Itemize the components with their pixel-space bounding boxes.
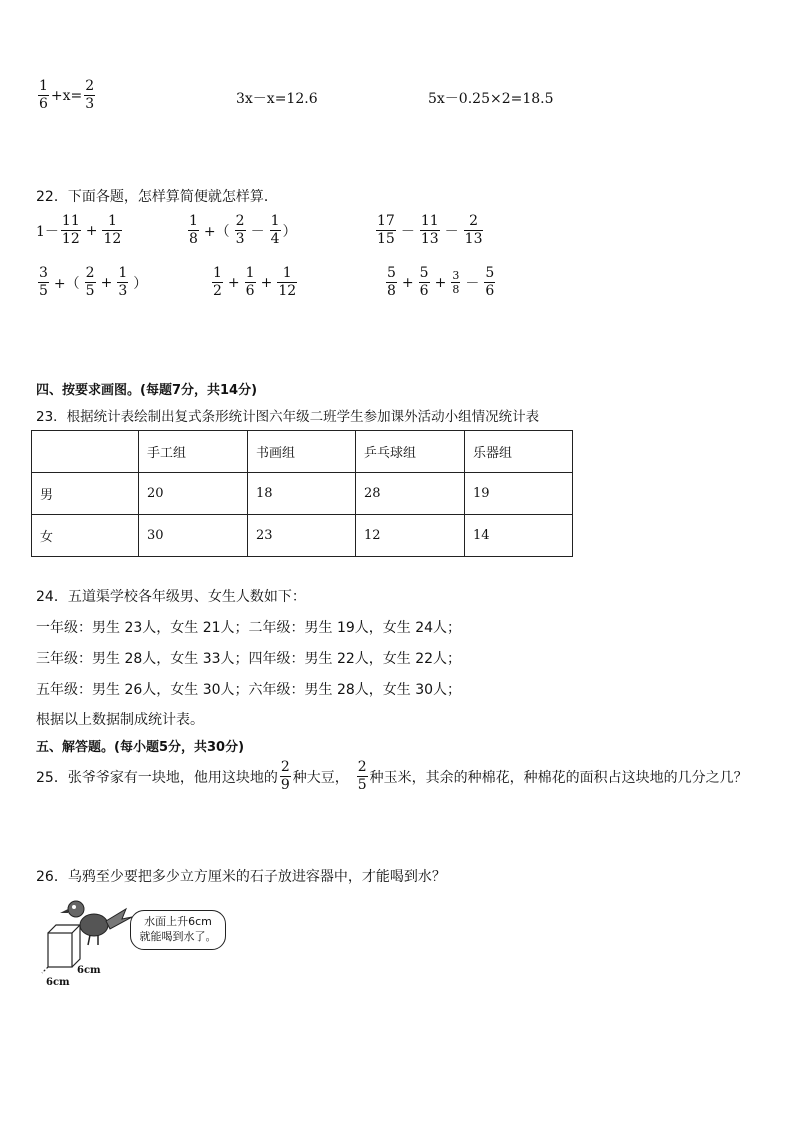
fraction: $\frac{1}{8}$ <box>189 213 198 247</box>
table-header-row <box>32 431 573 473</box>
fraction: $\frac{3}{5}$ <box>39 265 48 299</box>
cube-container <box>42 925 80 973</box>
question-26-title: 26．乌鸦至少要把多少立方厘米的石子放进容器中，才能喝到水？ <box>36 869 446 885</box>
grade-data-line: 五年级：男生 26人，女生 30人；六年级：男生 28人，女生 30人； <box>36 682 462 698</box>
fraction: $\frac{2}{13}$ <box>464 213 483 247</box>
operator: +（ <box>53 275 80 292</box>
speech-text: 就能喝到水了。 <box>139 930 217 943</box>
operator: － <box>465 275 480 292</box>
operator: + <box>260 274 273 291</box>
table-row <box>32 473 573 515</box>
operator: + <box>227 274 240 291</box>
equation-text: +x= <box>50 87 83 104</box>
table-cell: 18 <box>248 473 356 515</box>
question-24-title: 24．五道渠学校各年级男、女生人数如下： <box>36 589 306 605</box>
table-cell: 19 <box>465 473 573 515</box>
fraction: $\frac{5}{6}$ <box>419 265 429 299</box>
table-header-cell: 乒乓球组 <box>356 431 465 473</box>
expression-22-4 <box>36 265 150 300</box>
table-header-cell: 书画组 <box>248 431 356 473</box>
question-23-title: 23．根据统计表绘制出复式条形统计图六年级二班学生参加课外活动小组情况统计表 <box>36 409 540 425</box>
fraction: $\frac{1}{6}$ <box>245 265 255 299</box>
expression-22-5 <box>210 265 299 300</box>
expression-text: 1－ <box>36 223 59 240</box>
question-22-title: 22．下面各题，怎样算简便就怎样算． <box>36 189 278 205</box>
grade-data-line: 一年级：男生 23人，女生 21人；二年级：男生 19人，女生 24人； <box>36 620 462 636</box>
fraction: $\frac{11}{12}$ <box>61 213 80 247</box>
fraction: $\frac{2}{5}$ <box>85 265 95 299</box>
equation-1 <box>36 78 97 113</box>
speech-text: 水面上升6cm <box>144 915 212 928</box>
fraction: $\frac{17}{15}$ <box>377 213 395 247</box>
question-text: 25．张爷爷家有一块地，他用这块地的 <box>36 769 278 786</box>
fraction: $\frac{1}{6}$ <box>39 78 48 112</box>
operator: ） <box>133 275 148 292</box>
dimension-label: 6cm <box>77 965 101 976</box>
table-cell: 30 <box>139 515 248 557</box>
operator: + <box>434 274 447 291</box>
fraction: $\frac{5}{8}$ <box>387 265 396 299</box>
expression-22-6 <box>384 265 497 300</box>
equation-3: 5x－0.25×2=18.5 <box>428 91 554 107</box>
fraction: $\frac{2}{5}$ <box>357 759 367 793</box>
dimension-label: 6cm <box>46 977 70 988</box>
table-cell: 23 <box>248 515 356 557</box>
table-row <box>32 515 573 557</box>
question-25 <box>36 759 748 794</box>
fraction: $\frac{1}{12}$ <box>103 213 122 247</box>
section-5-heading: 五、解答题。(每小题5分，共30分) <box>36 740 245 755</box>
table-cell: 12 <box>356 515 465 557</box>
operator: + <box>100 274 113 291</box>
expression-22-2 <box>186 213 297 248</box>
fraction: $\frac{1}{3}$ <box>118 265 128 299</box>
table-cell: 14 <box>465 515 573 557</box>
crow-icon <box>60 901 132 945</box>
operator: － <box>250 223 265 240</box>
equation-2: 3x－x=12.6 <box>236 91 318 107</box>
operator: － <box>400 223 415 240</box>
fraction: $\frac{11}{13}$ <box>420 213 439 247</box>
fraction: $\frac{2}{3}$ <box>235 213 245 247</box>
operator: + <box>401 274 414 291</box>
table-cell: 男 <box>32 473 139 515</box>
fraction: $\frac{1}{2}$ <box>213 265 222 299</box>
table-cell: 女 <box>32 515 139 557</box>
fraction: $\frac{3}{8}$ <box>452 269 460 296</box>
activity-stats-table <box>31 430 573 557</box>
table-header-cell: 乐器组 <box>465 431 573 473</box>
operator: ） <box>282 223 297 240</box>
operator: + <box>85 222 98 239</box>
fraction: $\frac{1}{12}$ <box>278 265 297 299</box>
fraction: $\frac{2}{9}$ <box>280 759 290 793</box>
fraction: $\frac{5}{6}$ <box>485 265 495 299</box>
expression-22-3 <box>374 213 485 248</box>
fraction: $\frac{1}{4}$ <box>270 213 280 247</box>
table-cell: 20 <box>139 473 248 515</box>
instruction-line: 根据以上数据制成统计表。 <box>36 712 204 728</box>
table-cell: 28 <box>356 473 465 515</box>
grade-data-line: 三年级：男生 28人，女生 33人；四年级：男生 22人，女生 22人； <box>36 651 462 667</box>
operator: － <box>444 223 459 240</box>
operator: +（ <box>203 223 230 240</box>
table-header-cell <box>32 431 139 473</box>
question-text: 种大豆， <box>292 769 349 786</box>
question-text: 种玉米，其余的种棉花，种棉花的面积占这块地的几分之几？ <box>369 769 748 786</box>
section-4-heading: 四、按要求画图。(每题7分，共14分) <box>36 383 258 398</box>
expression-22-1 <box>36 213 124 248</box>
speech-bubble <box>130 910 226 950</box>
table-header-cell: 手工组 <box>139 431 248 473</box>
fraction: $\frac{2}{3}$ <box>85 78 95 112</box>
